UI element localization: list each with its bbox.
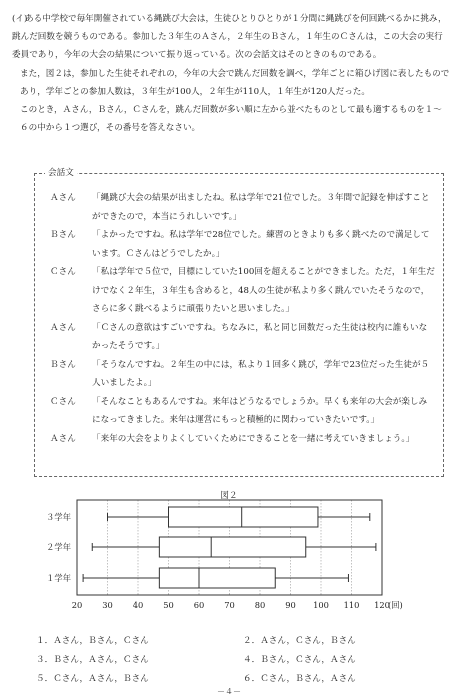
choice-number: ６． — [243, 674, 261, 684]
choice-number: ５． — [36, 674, 54, 684]
choice-number: ２． — [243, 636, 261, 646]
conversation-line — [50, 430, 435, 449]
speaker: Ａさん — [50, 433, 76, 444]
x-tick-label: 40 — [132, 600, 144, 610]
speaker: Ａさん — [50, 193, 76, 203]
x-tick-label: 70 — [224, 600, 235, 610]
choice-number: ４． — [243, 655, 261, 665]
question-label: (イ) — [12, 14, 28, 24]
x-tick-label: 120 — [374, 600, 390, 610]
utterance: 「よかったですね。私は学年で28位でした。練習のときよりも多く跳べたので満足しています。Ｃさんはどうでしたか。」 — [92, 230, 430, 259]
speaker: Ｃさん — [50, 267, 76, 277]
conversation-box — [34, 168, 444, 477]
choice-text: Ｂさん，Ｃさん，Ａさん — [260, 655, 356, 665]
x-tick-label: 80 — [254, 600, 266, 610]
choice-5 — [36, 672, 149, 684]
conversation-line — [50, 393, 435, 430]
speaker: Ｃさん — [50, 396, 76, 407]
x-tick-label: 50 — [163, 600, 174, 610]
x-tick-label: 20 — [71, 600, 83, 610]
x-tick-label: 30 — [102, 600, 113, 610]
x-tick-label: 60 — [193, 600, 205, 610]
choice-text: Ｃさん，Ａさん，Ｂさん — [53, 674, 149, 684]
utterance: 「私は学年で５位で，目標にしていた100回を超えることができました。ただ，１年生だけでなく２年生，３年生も含めると，48人の生徒が私より多く跳んでいたそうなので，さらに多く跳べるように頑張りたいと思いました。」 — [92, 267, 435, 314]
choice-6 — [243, 672, 356, 684]
speaker: Ｂさん — [50, 230, 76, 240]
speaker: Ａさん — [50, 322, 76, 333]
boxplot-chart — [0, 495, 458, 620]
choice-3 — [36, 653, 149, 665]
choice-number: ３． — [36, 655, 54, 665]
choice-number: １． — [36, 636, 54, 646]
choice-text: Ａさん，Ｂさん，Ｃさん — [53, 636, 149, 646]
choice-4 — [243, 653, 356, 665]
intro-paragraph-2: また，図２は，参加した生徒それぞれの，今年の大会で跳んだ回数を調べ，学年ごとに箱ひげ図に表したものであり，学年ごとの参加人数は，３年生が100人，２年生が110人，１年生が120人だった。 — [20, 68, 450, 97]
utterance: 「そうなんですね。２年生の中には，私より１回多く跳び，学年で23位だった生徒が５人いましたよ。」 — [92, 359, 430, 388]
intro-text — [12, 10, 450, 137]
page-number: －４－ — [217, 687, 241, 696]
y-category-label: ３学年 — [46, 512, 71, 522]
y-category-label: １学年 — [46, 573, 71, 583]
x-tick-label: 90 — [285, 600, 296, 610]
x-tick-label: 110 — [343, 600, 360, 610]
conversation-title: 会話文 — [45, 167, 77, 180]
box — [159, 568, 275, 588]
x-tick-label: 100 — [313, 600, 329, 610]
intro-paragraph-3: このとき，Ａさん，Ｂさん，Ｃさんを，跳んだ回数が多い順に左から並べたものとして最も適するものを１～６の中から１つ選び，その番号を答えなさい。 — [20, 105, 442, 134]
conversation-lines — [50, 189, 435, 448]
choice-text: Ｃさん，Ｂさん，Ａさん — [260, 674, 356, 684]
intro-paragraph-1-text: ある中学校で毎年開催されている縄跳び大会は，生徒ひとりひとりが１分間に縄跳びを何回跳べるかに挑み，跳んだ回数を競うものである。参加した３年生のＡさん，２年生のＢさん，１年生のＣさんは，この大会の実行委員であり，今年の大会の結果について振り返っている。次の会話文はそのときのものである。 — [12, 14, 447, 61]
y-category-label: ２学年 — [46, 542, 71, 552]
conversation-line — [50, 226, 435, 263]
choice-text: Ｂさん，Ａさん，Ｃさん — [53, 655, 149, 665]
choice-text: Ａさん，Ｃさん，Ｂさん — [260, 636, 356, 646]
utterance: 「来年の大会をよりよくしていくためにできることを一緒に考えていきましょう。」 — [92, 433, 415, 444]
conversation-line — [50, 263, 435, 319]
conversation-line — [50, 319, 435, 356]
x-unit-label: (回) — [388, 600, 403, 610]
choice-2 — [243, 634, 356, 646]
box — [159, 537, 305, 557]
utterance: 「Ｃさんの意欲はすごいですね。ちなみに，私と同じ回数だった生徒は校内に誰もいなかったそうです。」 — [92, 322, 428, 351]
utterance: 「そんなこともあるんですね。来年はどうなるでしょうか。早くも来年の大会が楽しみになってきました。来年は運営にもっと積極的に関わっていきたいです。」 — [92, 396, 428, 425]
figure-title: 図２ — [220, 491, 238, 501]
conversation-line — [50, 189, 435, 226]
speaker: Ｂさん — [50, 359, 76, 370]
utterance: 「縄跳び大会の結果が出ましたね。私は学年で21位でした。３年間で記録を伸ばすことができたので，本当にうれしいです。」 — [92, 193, 430, 222]
choice-1 — [36, 634, 149, 646]
intro-paragraph-1 — [12, 10, 450, 65]
box — [169, 507, 318, 527]
conversation-line — [50, 356, 435, 393]
